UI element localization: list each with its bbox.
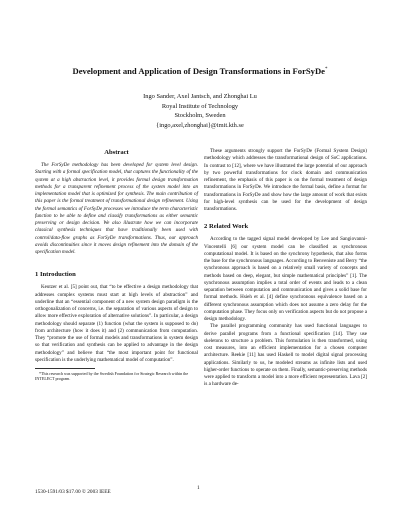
funding-footnote: *This research was supported by the Swedish Foundation for Strategic Research within the INTELECT program. (35, 371, 189, 382)
affiliation: Royal Institute of Technology (161, 102, 239, 110)
left-column (35, 148, 198, 382)
motivation-paragraph: These arguments strongly support the ForSyDe (Formal System Design) methodology which addresses the transformational design of SoC applications. In contrast to [12], where we have illustrated the large potential of our approach by two powerful transformations for clock domain and communication refinement, the emphasis of this paper is on the formal treatment of design transformations in ForSyDe. We introduce the formal basis, define a format for transformations in ForSyDe and show how the large amount of work that exists for high-level synthesis can be used for the development of design transformations. (204, 148, 367, 212)
related-work-heading: 2 Related Work (204, 223, 249, 231)
author-email: {ingo,axel,zhonghai}@imit.kth.se (156, 121, 244, 129)
introduction-heading: 1 Introduction (35, 271, 76, 279)
introduction-paragraph: Keutzer et al. [5] point out, that “to be effective a design methodology that addresses complex systems must start at high levels of abstraction” and underline that an “essential component of a new system design paradigm is the orthogonalization of concerns, i.e. the separation of various aspects of design to allow more effective exploration of alternative solutions”. In particular, a design methodology should separate (1) function (what the system is supposed to do) from architecture (how it does it) and (2) communication from computation. They “promote the use of formal models and transformations in system design so that verification and synthesis can be applied to advantage in the design methodology” and believe that “the most important point for functional specification is the underlying mathematical model of computation”. (35, 284, 198, 363)
related-work-paragraph-2: The parallel programming community has used functional languages to derive parallel programs from a functional specification [14]. They use skeletons to structure a problem. This formulation is then transformed, using cost measures, into an efficient implementation for a chosen computer architecture. Reekie [11] has used Haskell to model digital signal processing applications. Similarly to us, he modeled streams as infinite lists and used higher-order functions to operate on them. Finally, semantic-preserving methods were applied to transform a model into a more efficient representation. Lava [2] is a hardware de- (204, 323, 367, 388)
copyright-line: 1530-1591/03 $17.00 © 2003 IEEE (35, 489, 111, 495)
abstract-text: The ForSyDe methodology has been developed for system level design. Starting with a formal specification model, that captures the functionality of the system at a high abstraction level, it provides formal design transformation methods for a transparent refinement process of the system model into an implementation model that is optimized for synthesis. The main contribution of this paper is the formal treatment of transformational design refinement. Using the formal semantics of ForSyDe processes we introduce the term characteristic function to be able to define and classify transformations as either semantic preserving or design decision. We also illustrate how we can incorporate classical synthesis techniques that have traditionally been used with control/data-flow graphs as ForSyDe transformations. Thus, our approach avoids discontinuities since it moves design refinement into the domain of the specification model. (35, 162, 198, 255)
related-work-paragraph-1: According to the tagged signal model developed by Lee and Sangiovanni-Vincentelli [6] our system model can be classified as synchronous computational model. It is based on the synchrony hypothesis, that also forms the base for the synchronous languages. According to Benveniste and Berry “the synchronous approach is based on a relatively small variety of concepts and methods based on deep, elegant, but simple mathematical principles” [1]. The synchronous assumption implies a total order of events and leads to a clean separation between computation and communication and gives a solid base for formal methods. Hsieh et al. [4] define synchronous equivalence based on a different synchronous assumption which does not assume a zero delay for the computation phase. They focus only on verification aspects but do not propose a design methodology. (204, 236, 367, 322)
author-names: Ingo Sander, Axel Jantsch, and Zhonghai Lu (143, 93, 257, 100)
paper-title (20, 64, 380, 77)
page-number: 1 (197, 485, 200, 491)
footnote-divider (35, 368, 95, 369)
title-footnote-mark: * (325, 67, 328, 72)
location: Stockholm, Sweden (174, 112, 226, 120)
abstract-heading: Abstract (104, 149, 129, 156)
author-block (60, 92, 340, 130)
title-text: Development and Application of Design Transformations in ForSyDe (72, 65, 325, 76)
right-column (204, 148, 367, 389)
